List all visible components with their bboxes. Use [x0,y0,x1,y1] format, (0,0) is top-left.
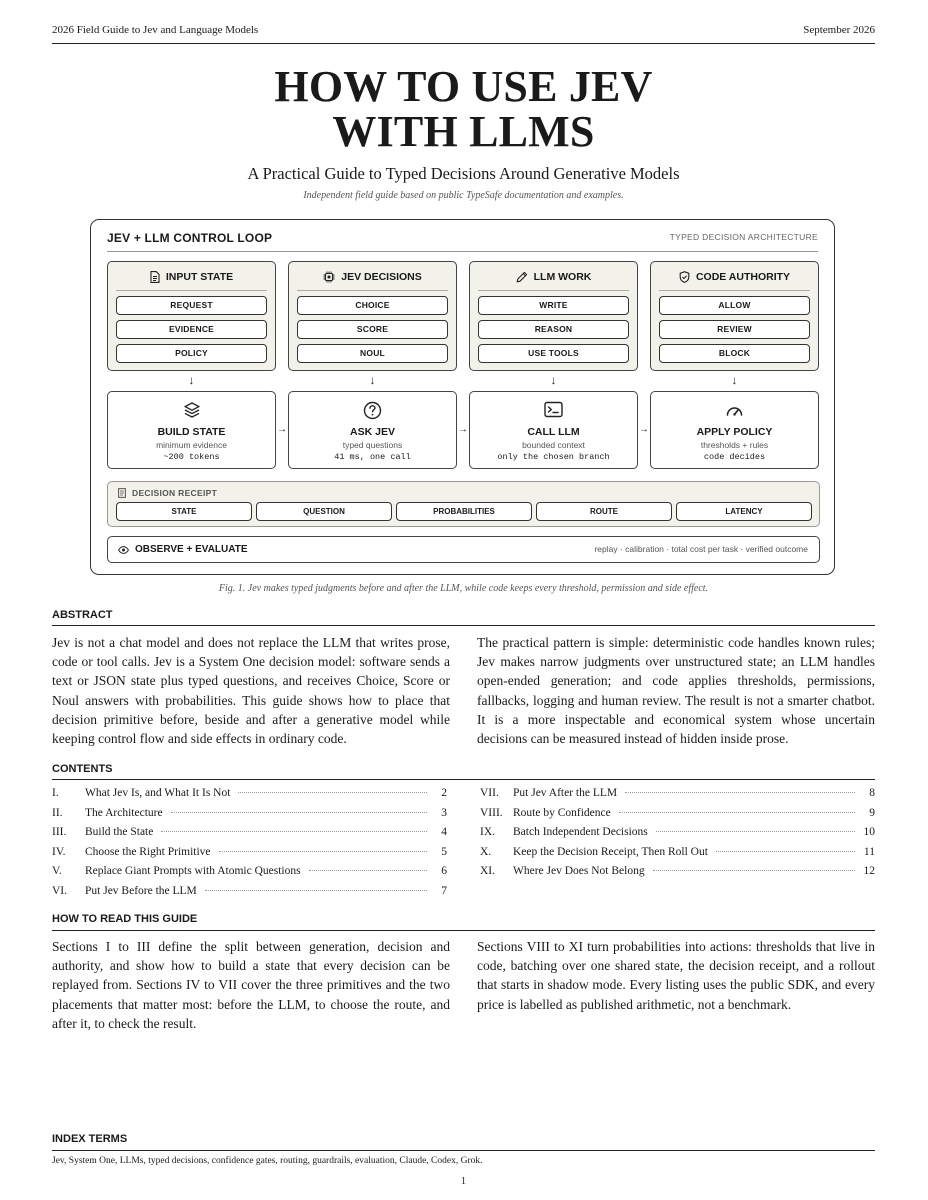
column-rule [659,290,810,291]
toc-page: 12 [863,865,875,877]
receipt-route: ROUTE [536,502,672,521]
page-number: 1 [461,1176,466,1187]
toc-title: Put Jev Before the LLM [85,884,197,897]
toc-title: Build the State [85,826,154,838]
toc-title: Route by Confidence [513,806,611,819]
down-arrow: ↓ [369,373,376,387]
step-subtitle: bounded context [522,440,585,450]
pill-score: SCORE [297,320,448,339]
control-loop-figure [90,219,835,575]
column-label: CODE AUTHORITY [695,271,791,283]
how-to-read-rule [52,930,875,931]
toc-title: Batch Independent Decisions [513,826,648,838]
terminal-icon [470,401,637,421]
toc-leader [219,851,427,852]
toc-number: IX. [480,826,496,838]
running-head-right: September 2026 [803,24,875,36]
toc-page: 10 [863,826,875,838]
title-line-2: WITH LLMS [332,107,595,156]
page-title [52,64,875,154]
receipt-probabilities: PROBABILITIES [396,502,532,521]
toc-entry[interactable] [52,826,447,844]
down-arrow: ↓ [731,373,738,387]
abstract-rule [52,625,875,626]
pill-block: BLOCK [659,344,810,363]
toc-entry[interactable] [480,787,875,805]
toc-page: 5 [441,845,447,858]
abstract-left: Jev is not a chat model and does not replace the LLM that writes prose, code or tool calls. Jev is a System One decision model: software sends a text or JSON state plus typed questions, and receives Choice, Score or Noul answers with probabilities. This guide shows how to place that decision primitive before, beside and after a generative model while keeping control flow and side effects in ordinary code. [52,635,450,747]
step-apply-policy [650,391,819,469]
step-call-llm [469,391,638,469]
toc-entry[interactable] [480,865,875,883]
toc-entry[interactable] [52,885,447,903]
receipt-latency: LATENCY [676,502,812,521]
column-llm-work [469,261,638,371]
toc-page: 8 [869,787,875,799]
pill-noul: NOUL [297,344,448,363]
title-line-1: HOW TO USE JEV [274,62,653,111]
toc-leader [161,831,427,832]
right-arrow: → [639,424,649,435]
toc-page: 6 [441,865,447,877]
decision-receipt [107,481,820,527]
right-arrow: → [458,424,468,435]
toc-entry[interactable] [480,807,875,825]
toc-leader [625,792,855,793]
shield-icon [679,271,690,283]
step-subtitle: minimum evidence [156,440,227,450]
down-arrow: ↓ [188,373,195,387]
step-title: APPLY POLICY [696,426,773,438]
column-input-state [107,261,276,371]
abstract-heading: ABSTRACT [52,609,113,621]
toc-number: VII. [480,787,499,799]
observe-evaluate-bar [107,536,820,563]
toc-page: 9 [869,806,875,819]
contents-heading: CONTENTS [52,763,113,775]
toc-leader [716,851,855,852]
pill-allow: ALLOW [659,296,810,315]
page [52,0,875,1200]
index-terms-heading: INDEX TERMS [52,1133,128,1145]
column-label: LLM WORK [533,271,592,283]
receipt-icon [118,488,126,498]
pencil-icon [516,271,528,283]
toc-number: I. [52,787,59,799]
pill-reason: REASON [478,320,629,339]
toc-title: The Architecture [85,806,163,819]
how-to-read-left: Sections I to III define the split between generation, decision and authority, and show how to build a state that every decision can be replayed from. Sections IV to VII cover the three primitives and the two placements that matter most: before the LLM, to choose the route, and after it, to check the result. [52,939,450,1031]
receipt-header [118,488,217,498]
column-label: JEV DECISIONS [341,271,422,283]
column-rule [297,290,448,291]
toc-page: 4 [441,826,447,838]
step-detail: code decides [703,452,766,462]
question-icon [289,401,456,421]
toc-leader [205,890,427,891]
column-rule [478,290,629,291]
figure-caption: Fig. 1. Jev makes typed judgments before and after the LLM, while code keeps every threshold, permission and side effect. [218,583,709,594]
gauge-icon [651,401,818,421]
toc-number: X. [480,845,492,858]
toc-entry[interactable] [480,826,875,844]
how-to-read-right: Sections VIII to XI turn probabilities into actions: thresholds that live in code, batching over one shared state, the decision receipt, and a rollout that starts in shadow mode. Every listing uses the public SDK, and every price is labelled as published arithmetic, not a benchmark. [477,939,875,1012]
toc-title: Put Jev After the LLM [513,787,618,799]
toc-number: V. [52,865,62,877]
source-note: Independent field guide based on public TypeSafe documentation and examples. [303,190,624,201]
down-arrow: ↓ [550,373,557,387]
pill-request: REQUEST [116,296,267,315]
document-icon [150,271,160,283]
toc-page: 11 [863,845,875,858]
step-title: ASK JEV [350,426,395,438]
column-header [470,271,637,283]
receipt-label: DECISION RECEIPT [132,488,218,498]
right-arrow: → [277,424,287,435]
toc-page: 7 [441,884,447,897]
column-code-authority [650,261,819,371]
receipt-question: QUESTION [256,502,392,521]
step-detail: only the chosen branch [497,452,610,462]
toc-title: What Jev Is, and What It Is Not [85,787,231,799]
toc-leader [309,870,427,871]
column-header [108,271,275,283]
toc-title: Keep the Decision Receipt, Then Roll Out [513,845,708,858]
toc-entry[interactable] [52,787,447,805]
figure-tag: TYPED DECISION ARCHITECTURE [669,232,818,242]
observe-header [118,544,248,555]
toc-number: XI. [480,865,496,877]
toc-title: Choose the Right Primitive [85,845,211,858]
toc-page: 3 [441,806,447,819]
toc-title: Replace Giant Prompts with Atomic Questions [85,865,301,877]
running-head-rule [52,43,875,44]
toc-number: IV. [52,845,66,858]
step-subtitle: thresholds + rules [700,440,769,450]
pill-write: WRITE [478,296,629,315]
running-head [52,24,875,36]
toc-leader [656,831,855,832]
index-terms-text: Jev, System One, LLMs, typed decisions, confidence gates, routing, guardrails, evaluation, Claude, Codex, Grok. [52,1156,483,1166]
toc-number: II. [52,806,63,819]
observe-label: OBSERVE + EVALUATE [135,544,248,555]
column-header [651,271,818,283]
pill-use-tools: USE TOOLS [478,344,629,363]
step-detail: ~200 tokens [163,452,220,462]
toc-page: 2 [441,787,447,799]
step-build-state [107,391,276,469]
pill-evidence: EVIDENCE [116,320,267,339]
receipt-state: STATE [116,502,252,521]
step-title: BUILD STATE [157,426,226,438]
step-ask-jev [288,391,457,469]
pill-policy: POLICY [116,344,267,363]
toc-title: Where Jev Does Not Belong [513,865,645,877]
toc-number: VI. [52,884,68,897]
chip-icon [323,271,335,283]
toc-entry[interactable] [52,846,447,864]
toc-entry[interactable] [52,807,447,825]
toc-leader [171,812,427,813]
step-detail: 41 ms, one call [334,452,411,462]
eye-icon [118,546,129,554]
layers-icon [108,401,275,421]
toc-leader [619,812,855,813]
toc-entry[interactable] [52,865,447,883]
toc-entry[interactable] [480,846,875,864]
observe-meta: replay · calibration · total cost per task · verified outcome [594,544,808,554]
toc-number: III. [52,826,67,838]
contents-rule [52,779,875,780]
pill-choice: CHOICE [297,296,448,315]
abstract-right: The practical pattern is simple: deterministic code handles known rules; Jev makes narrow judgments over unstructured state; an LLM handles open-ended generation; and code applies thresholds, permissions, fallbacks, logging and human review. The result is not a smarter chatbot. It is a more inspectable and economical system whose uncertain decisions can be measured instead of hidden inside prose. [477,635,875,747]
toc-leader [238,792,427,793]
toc-leader [653,870,855,871]
figure-title: JEV + LLM CONTROL LOOP [107,231,273,245]
column-header [289,271,456,283]
subtitle: A Practical Guide to Typed Decisions Around Generative Models [247,164,680,183]
step-subtitle: typed questions [342,440,403,450]
column-rule [116,290,267,291]
step-title: CALL LLM [527,426,580,438]
figure-rule [107,251,818,252]
running-head-left: 2026 Field Guide to Jev and Language Models [52,24,259,36]
pill-review: REVIEW [659,320,810,339]
column-label: INPUT STATE [165,271,234,283]
how-to-read-heading: HOW TO READ THIS GUIDE [52,913,198,925]
toc-number: VIII. [480,806,503,819]
column-jev-decisions [288,261,457,371]
index-terms-rule [52,1150,875,1151]
